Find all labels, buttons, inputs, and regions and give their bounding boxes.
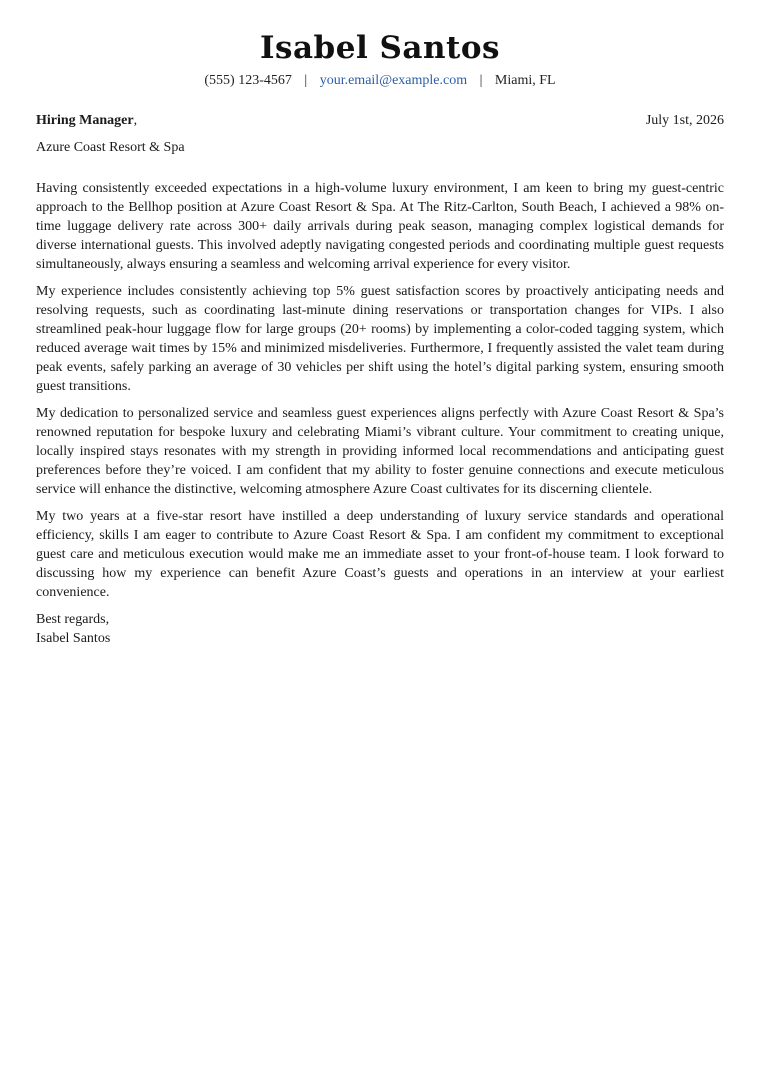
recipient-suffix: , bbox=[133, 113, 138, 128]
recipient-title: Hiring Manager bbox=[36, 113, 134, 128]
applicant-name: Isabel Santos bbox=[260, 30, 500, 66]
recipient-date-row bbox=[36, 112, 724, 130]
letter-body bbox=[36, 179, 724, 602]
body-paragraph: Having consistently exceeded expectations in a high-volume luxury environment, I am keen to bring my guest-centric approach to the Bellhop position at Azure Coast Resort & Spa. At The Ritz-Carlton, South Beach, I achieved a 98% on-time luggage delivery rate across 300+ daily arrivals during peak season, managing complex logistical demands for diverse international guests. This involved adeptly navigating congested periods and coordinating multiple guest requests simultaneously, always ensuring a seamless and welcoming arrival experience for every visitor. bbox=[36, 181, 724, 272]
body-paragraph: My experience includes consistently achieving top 5% guest satisfaction scores by proactively anticipating needs and resolving requests, such as coordinating last-minute dining reservations or transportation changes for VIPs. I also streamlined peak-hour luggage flow for large groups (20+ rooms) by implementing a color-coded tagging system, which reduced average wait times by 15% and minimized misdeliveries. Furthermore, I frequently assisted the valet team during peak events, safely parking an average of 30 vehicles per shift using the hotel’s digital parking system, ensuring smooth guest transitions. bbox=[36, 284, 724, 394]
contact-line bbox=[36, 72, 724, 90]
body-paragraph: My two years at a five-star resort have instilled a deep understanding of luxury service standards and operational efficiency, skills I am eager to contribute to Azure Coast Resort & Spa. I am confident my commitment to exceptional guest care and meticulous execution would make me an immediate asset to your front-of-house team. I look forward to discussing how my experience can benefit Azure Coast’s guests and operations in an interview at your earliest convenience. bbox=[36, 509, 724, 600]
body-paragraph: My dedication to personalized service and seamless guest experiences aligns perfectly with Azure Coast Resort & Spa’s renowned reputation for bespoke luxury and celebrating Miami’s vibrant culture. Your commitment to creating unique, locally inspired stays resonates with my strength in providing informed local recommendations and anticipating guest preferences before they’re voiced. I am confident that my ability to foster genuine connections and execute meticulous service will enhance the distinctive, welcoming atmosphere Azure Coast cultivates for its discerning clientele. bbox=[36, 406, 724, 497]
email-link[interactable]: your.email@example.com bbox=[319, 73, 468, 88]
recipient-name bbox=[36, 112, 137, 130]
closing-block bbox=[36, 610, 724, 648]
closing-salutation: Best regards, bbox=[36, 612, 110, 627]
phone-number: (555) 123-4567 bbox=[204, 73, 292, 88]
separator: | bbox=[304, 73, 308, 88]
separator: | bbox=[479, 73, 483, 88]
location: Miami, FL bbox=[494, 73, 556, 88]
recipient-company: Azure Coast Resort & Spa bbox=[36, 140, 185, 155]
letter-date: July 1st, 2026 bbox=[645, 113, 724, 128]
signature-name: Isabel Santos bbox=[36, 631, 111, 646]
